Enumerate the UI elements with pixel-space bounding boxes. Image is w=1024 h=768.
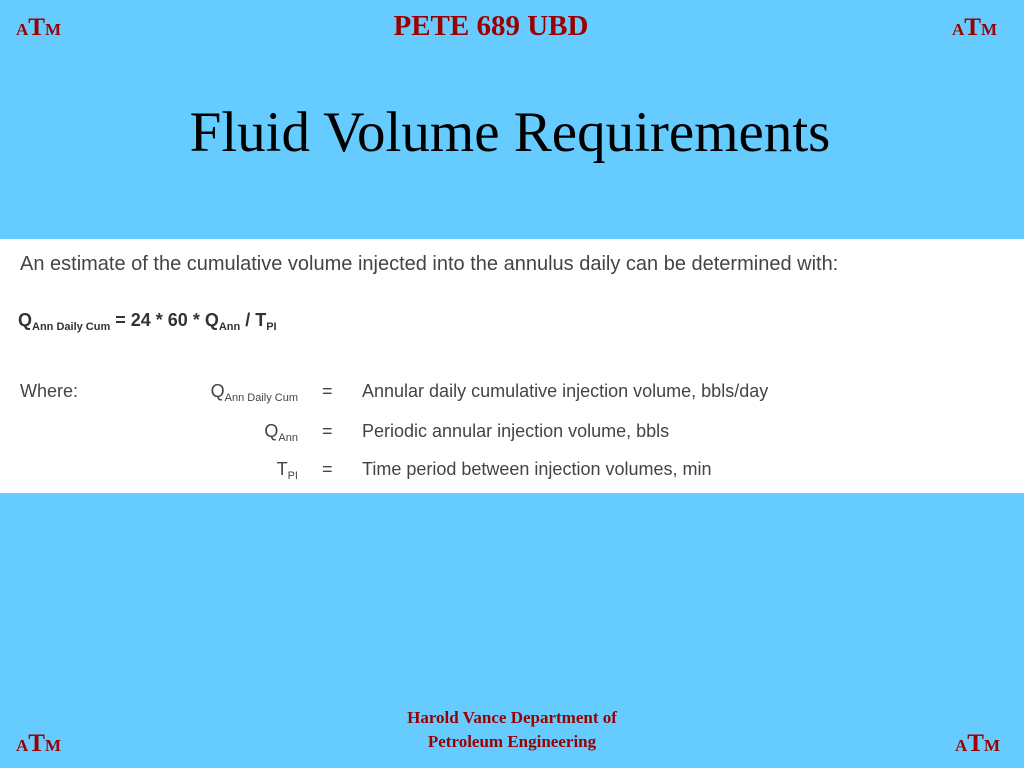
definition-row xyxy=(2,459,1024,489)
formula-q-sub: Ann Daily Cum xyxy=(32,321,111,333)
equals-sign: = xyxy=(322,381,333,401)
footer xyxy=(312,706,712,754)
equals-sign: = xyxy=(322,459,333,479)
equals-sign: = xyxy=(322,421,333,441)
where-label: Where: xyxy=(20,381,79,401)
definition-description: Time period between injection volumes, min xyxy=(362,459,712,479)
atm-logo-top-left: ATM xyxy=(16,14,62,41)
definition-description: Periodic annular injection volume, bbls xyxy=(362,421,670,441)
content-panel xyxy=(0,239,1024,493)
course-title: PETE 689 UBD xyxy=(393,10,589,42)
atm-logo-top-right: ATM xyxy=(952,14,998,41)
intro-text: An estimate of the cumulative volume injected into the annulus daily can be determined with: xyxy=(20,253,839,275)
formula-slash: / T xyxy=(240,310,267,330)
definition-row xyxy=(2,421,1024,451)
atm-logo-bottom-left: ATM xyxy=(16,730,62,757)
slide-title: Fluid Volume Requirements xyxy=(189,101,831,164)
footer-line-1: Harold Vance Department of xyxy=(407,708,617,727)
definition-description: Annular daily cumulative injection volume, bbls/day xyxy=(362,381,769,401)
formula-q: Q xyxy=(18,310,33,330)
footer-line-2: Petroleum Engineering xyxy=(427,732,597,751)
formula-t-sub: PI xyxy=(266,321,277,333)
definition-symbol: $Q_{Ann}$ xyxy=(264,421,298,444)
formula-q2-sub: Ann xyxy=(218,321,241,333)
definition-row xyxy=(2,381,1024,411)
atm-logo-bottom-right: ATM xyxy=(955,730,1001,757)
formula xyxy=(18,310,277,333)
definition-symbol: $Q_{Ann Daily Cum}$ xyxy=(210,381,298,404)
formula-middle: = 24 * 60 * Q xyxy=(110,310,219,330)
definition-symbol: $T_{PI}$ xyxy=(276,459,298,482)
